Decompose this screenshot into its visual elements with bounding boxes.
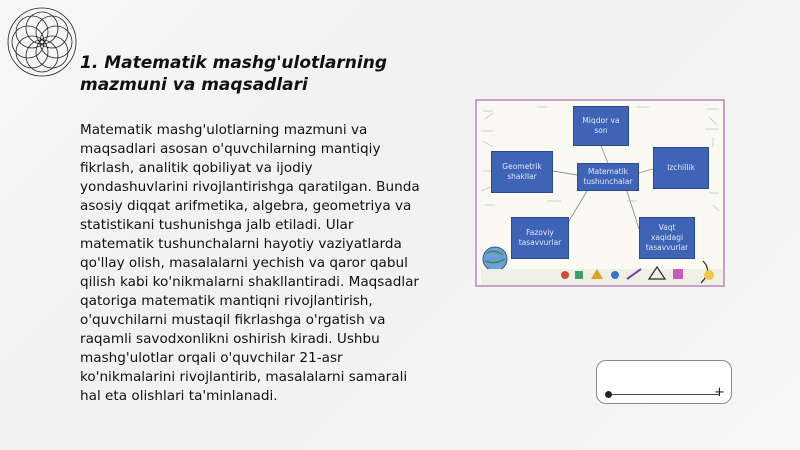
media-player-control[interactable] (596, 360, 732, 404)
box-fazoviy-tasavvurlar: Fazoviy tasavvurlar (511, 217, 569, 259)
slide-title: 1. Matematik mashg'ulotlarning mazmuni va maqsadlari (80, 53, 388, 95)
plus-icon[interactable]: + (714, 385, 725, 400)
concept-diagram (475, 99, 725, 287)
box-miqdor-va-son: Miqdor va son (573, 106, 629, 146)
box-izchillik: Izchillik (653, 147, 709, 189)
box-geometrik-shakllar: Geometrik shakllar (491, 151, 553, 193)
decorative-circle-pattern-icon (4, 4, 80, 80)
seek-track[interactable] (609, 394, 719, 395)
box-matematik-tushunchalar: Matematik tushunchalar (577, 163, 639, 191)
slide-body-text: Matematik mashg'ulotlarning mazmuni va maqsadlari asosan o'quvchilarning mantiqiy fikrlash, analitik qobiliyat va ijodiy yondashuvlarini rivojlantirishga qaratilgan. Bunda asosiy diqqat arifmetika, algebra, geometriya va statistikani tushunishga jalb etiladi. Ular matematik tushunchalarni hayotiy vaziyatlarda qo'llay olish, masalalarni yechish va qaror qabul qilish kabi ko'nikmalarni shakllantiradi. Maqsadlar qatoriga matematik mantiqni rivojlantirish, o'quvchilarni mustaqil fikrlashga o'rgatish va raqamli savodxonlikni oshirish kiradi. Ushbu mashg'ulotlar orqali o'quvchilar 21-asr ko'nikmalarini rivojlantirib, masalalarni samarali hal eta olishlari ta'minlanadi. (80, 122, 420, 404)
box-vaqt-tasavvurlar: Vaqt xaqidagi tasavvurlar (639, 217, 695, 259)
play-dot-icon[interactable] (605, 391, 612, 398)
